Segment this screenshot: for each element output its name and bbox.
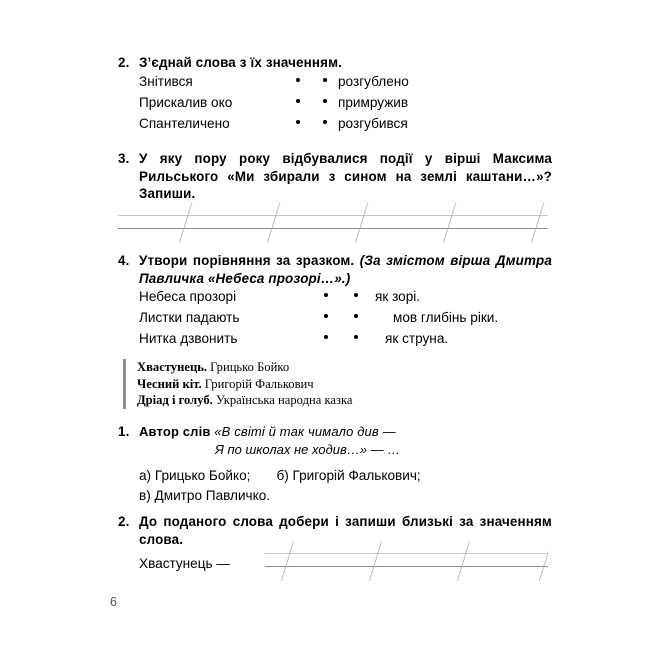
reading-list-box xyxy=(123,359,352,409)
page-number: 6 xyxy=(110,595,117,609)
pair-left-phrase: Небеса прозорі xyxy=(139,289,237,304)
reading-author: Українська народна казка xyxy=(212,393,353,407)
quote-first-line-wrap xyxy=(139,424,396,439)
exercise-4-prompt-wrap xyxy=(139,252,552,287)
option-row-c xyxy=(139,486,552,506)
exercise-2-number: 2. xyxy=(118,55,130,70)
exercise-2 xyxy=(118,54,552,137)
pair-left-dot[interactable] xyxy=(311,310,341,325)
reading-list-item xyxy=(137,359,352,376)
test-item-1-heading xyxy=(118,423,552,441)
pair-row xyxy=(139,310,552,331)
answer-lead-word: Хвастунець — xyxy=(139,556,230,571)
exercise-2-pair-list xyxy=(139,74,552,137)
test-item-2-prompt: До поданого слова добери і запиши близькі за значенням слова. xyxy=(139,514,552,547)
pair-row xyxy=(139,116,552,137)
pair-left-word: Прискалив око xyxy=(139,94,233,110)
pair-left-dot[interactable] xyxy=(284,116,311,131)
option-b[interactable]: б) Григорій Фалькович; xyxy=(276,468,421,483)
pair-right-word: примружив xyxy=(338,94,409,110)
pair-left-dot[interactable] xyxy=(284,74,311,89)
pair-row xyxy=(139,95,552,116)
pair-left-dot[interactable] xyxy=(311,289,341,304)
slant-guide xyxy=(280,541,295,581)
test-item-1 xyxy=(118,423,552,506)
reading-list-item xyxy=(137,392,352,409)
pair-row xyxy=(139,289,552,310)
pair-left-word: Знітився xyxy=(139,73,193,89)
pair-left-dot[interactable] xyxy=(284,95,311,110)
test-item-1-options xyxy=(139,466,552,506)
pair-right-phrase: мов глибінь ріки. xyxy=(393,310,499,325)
test-item-1-quote-block xyxy=(139,423,552,441)
test-item-1-number: 1. xyxy=(118,424,130,439)
slant-guide xyxy=(538,541,548,581)
bullet-dot-icon xyxy=(323,120,327,124)
slant-guide xyxy=(267,203,281,243)
test-item-1-lead: Автор слів xyxy=(139,424,215,439)
option-c[interactable]: в) Дмитро Павличко. xyxy=(139,488,271,503)
exercise-2-prompt: З’єднай слова з їх значенням. xyxy=(139,55,343,70)
exercise-2-heading xyxy=(118,54,552,72)
slant-guide xyxy=(368,541,383,581)
pair-right-dot[interactable] xyxy=(341,310,371,325)
pair-right-dot[interactable] xyxy=(311,95,338,110)
reading-title: Хвастунець. xyxy=(137,360,208,374)
rule-upper-line xyxy=(118,215,548,216)
rule-baseline xyxy=(265,566,548,567)
option-row-ab xyxy=(139,466,552,486)
bullet-dot-icon xyxy=(323,78,327,82)
reading-list-item xyxy=(137,376,352,393)
pair-right-dot[interactable] xyxy=(311,74,338,89)
exercise-4-prompt: Утвори порівняння за зразком. xyxy=(139,253,355,268)
bullet-dot-icon xyxy=(323,99,327,103)
reading-author: Грицько Бойко xyxy=(207,360,290,374)
exercise-4-number: 4. xyxy=(118,253,130,268)
bullet-dot-icon xyxy=(324,314,328,318)
reading-title: Чесний кіт. xyxy=(137,376,202,391)
bullet-dot-icon xyxy=(296,99,300,103)
bullet-dot-icon xyxy=(354,293,358,297)
exercise-3-number: 3. xyxy=(118,151,130,166)
pair-right-dot[interactable] xyxy=(341,289,371,304)
exercise-3-prompt: У яку пору року відбувалися події у вірші Максима Рильського «Ми збирали з сином на землі каштани…»? Запиши. xyxy=(139,151,552,201)
reading-title: Дріад і голуб. xyxy=(137,393,213,407)
exercise-3-heading xyxy=(118,150,552,203)
reading-author: Григорій Фалькович xyxy=(201,376,314,391)
slant-guide xyxy=(443,203,457,243)
pair-right-word: розгубився xyxy=(338,115,408,131)
rule-upper-line xyxy=(265,553,548,554)
bullet-dot-icon xyxy=(296,120,300,124)
pair-left-dot[interactable] xyxy=(311,331,341,346)
quote-first-line: «В світі й так чимало див — xyxy=(214,424,396,439)
bullet-dot-icon xyxy=(354,314,358,318)
answer-ruled-line-exercise-3[interactable] xyxy=(118,203,548,243)
pair-left-word: Спантеличено xyxy=(139,115,230,131)
bullet-dot-icon xyxy=(324,293,328,297)
pair-right-word: розгублено xyxy=(338,73,409,89)
pair-row xyxy=(139,331,552,352)
pair-right-phrase: як зорі. xyxy=(375,289,421,304)
exercise-4 xyxy=(118,252,552,352)
slant-guide xyxy=(531,203,545,243)
answer-ruled-line-test-item-2[interactable] xyxy=(265,541,548,581)
bullet-dot-icon xyxy=(354,335,358,339)
pair-right-phrase: як струна. xyxy=(385,331,449,346)
quote-second-line: Я по школах не ходив…» — … xyxy=(215,441,401,457)
bullet-dot-icon xyxy=(296,78,300,82)
pair-right-dot[interactable] xyxy=(341,331,371,346)
exercise-4-source-note: (За змістом вірша Дмитра Павличка «Небеса прозорі…».) xyxy=(139,253,552,286)
pair-left-phrase: Нитка дзвонить xyxy=(139,331,238,346)
bullet-dot-icon xyxy=(324,335,328,339)
slant-guide xyxy=(456,541,471,581)
slant-guide xyxy=(179,203,193,243)
pair-right-dot[interactable] xyxy=(311,116,338,131)
pair-row xyxy=(139,74,552,95)
quote-second-line-wrap xyxy=(139,441,552,459)
option-a[interactable]: а) Грицько Бойко; xyxy=(139,468,251,483)
pair-left-phrase: Листки падають xyxy=(139,310,240,325)
test-item-2-number: 2. xyxy=(118,514,130,529)
exercise-4-pair-list xyxy=(139,289,552,352)
exercise-4-heading xyxy=(118,252,552,287)
slant-guide xyxy=(355,203,369,243)
exercise-3 xyxy=(118,150,552,203)
